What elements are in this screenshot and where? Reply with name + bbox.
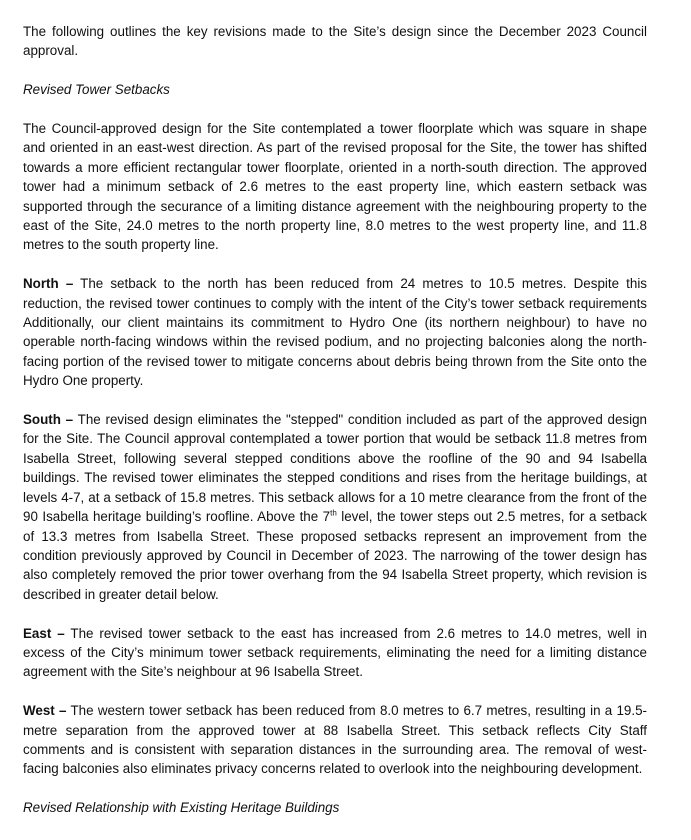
- west-paragraph: [23, 701, 647, 779]
- section-heading-tower-setbacks: Revised Tower Setbacks: [23, 82, 170, 98]
- ordinal-superscript: th: [330, 508, 337, 518]
- south-lead: South –: [23, 412, 74, 428]
- east-body: The revised tower setback to the east has increased from 2.6 metres to 14.0 metres, well in excess of the City’s minimum tower setback requirements, eliminating the need for a limiting distance agreement with the Site’s neighbour at 96 Isabella Street.: [23, 625, 647, 680]
- north-lead: North –: [23, 276, 74, 292]
- overview-paragraph: The Council-approved design for the Site contemplated a tower floorplate which was square in shape and oriented in an east-west direction. As part of the revised proposal for the Site, the tower has shifted towards a more efficient rectangular tower floorplate, oriented in a north-south direction. The approved tower had a minimum setback of 2.6 metres to the east property line, which eastern setback was supported through the securance of a limiting distance agreement with the neighbouring property to the east of the Site, 24.0 metres to the north property line, 8.0 metres to the west property line, and 11.8 metres to the south property line.: [23, 121, 647, 253]
- north-paragraph: [23, 274, 647, 390]
- section-heading-heritage-buildings: Revised Relationship with Existing Heritage Buildings: [23, 800, 340, 816]
- document-body: [23, 22, 647, 818]
- south-body-part-1: The revised design eliminates the "stepped" condition included as part of the approved design for the Site. The Council approval contemplated a tower portion that would be setback 11.8 metres from Isabella Street, following several stepped conditions above the roofline of the 90 and 94 Isabella buildings. The revised tower eliminates the stepped conditions and rises from the heritage buildings, at levels 4-7, at a setback of 15.8 metres. This setback allows for a 10 metre clearance from the front of the 90 Isabella heritage building’s roofline. Above the 7: [23, 412, 647, 525]
- north-body: The setback to the north has been reduced from 24 metres to 10.5 metres. Despite this reduction, the revised tower continues to comply with the intent of the City’s tower setback requirements Additionally, our client maintains its commitment to Hydro One (its northern neighbour) to have no operable north-facing windows within the revised podium, and no projecting balconies along the north-facing portion of the revised tower to mitigate concerns about debris being thrown from the Site onto the Hydro One property.: [23, 276, 648, 389]
- east-paragraph: [23, 624, 647, 682]
- east-lead: East –: [23, 625, 65, 641]
- south-body-part-2: level, the tower steps out 2.5 metres, for a setback of 13.3 metres from Isabella Street. These proposed setbacks represent an improvement from the condition previously approved by Council in December of 2023. The narrowing of the tower design has also completely removed the prior tower overhang from the 94 Isabella Street property, which revision is described in greater detail below.: [23, 509, 647, 602]
- west-body: The western tower setback has been reduced from 8.0 metres to 6.7 metres, resulting in a 19.5-metre separation from the approved tower at 88 Isabella Street. This setback reflects City Staff comments and is consistent with separation distances in the surrounding area. The removal of west-facing balconies also eliminates privacy concerns related to overlook into the neighbouring development.: [23, 703, 647, 777]
- west-lead: West –: [23, 703, 67, 719]
- intro-paragraph: The following outlines the key revisions made to the Site’s design since the December 2023 Council approval.: [23, 24, 647, 59]
- south-paragraph: [23, 410, 647, 604]
